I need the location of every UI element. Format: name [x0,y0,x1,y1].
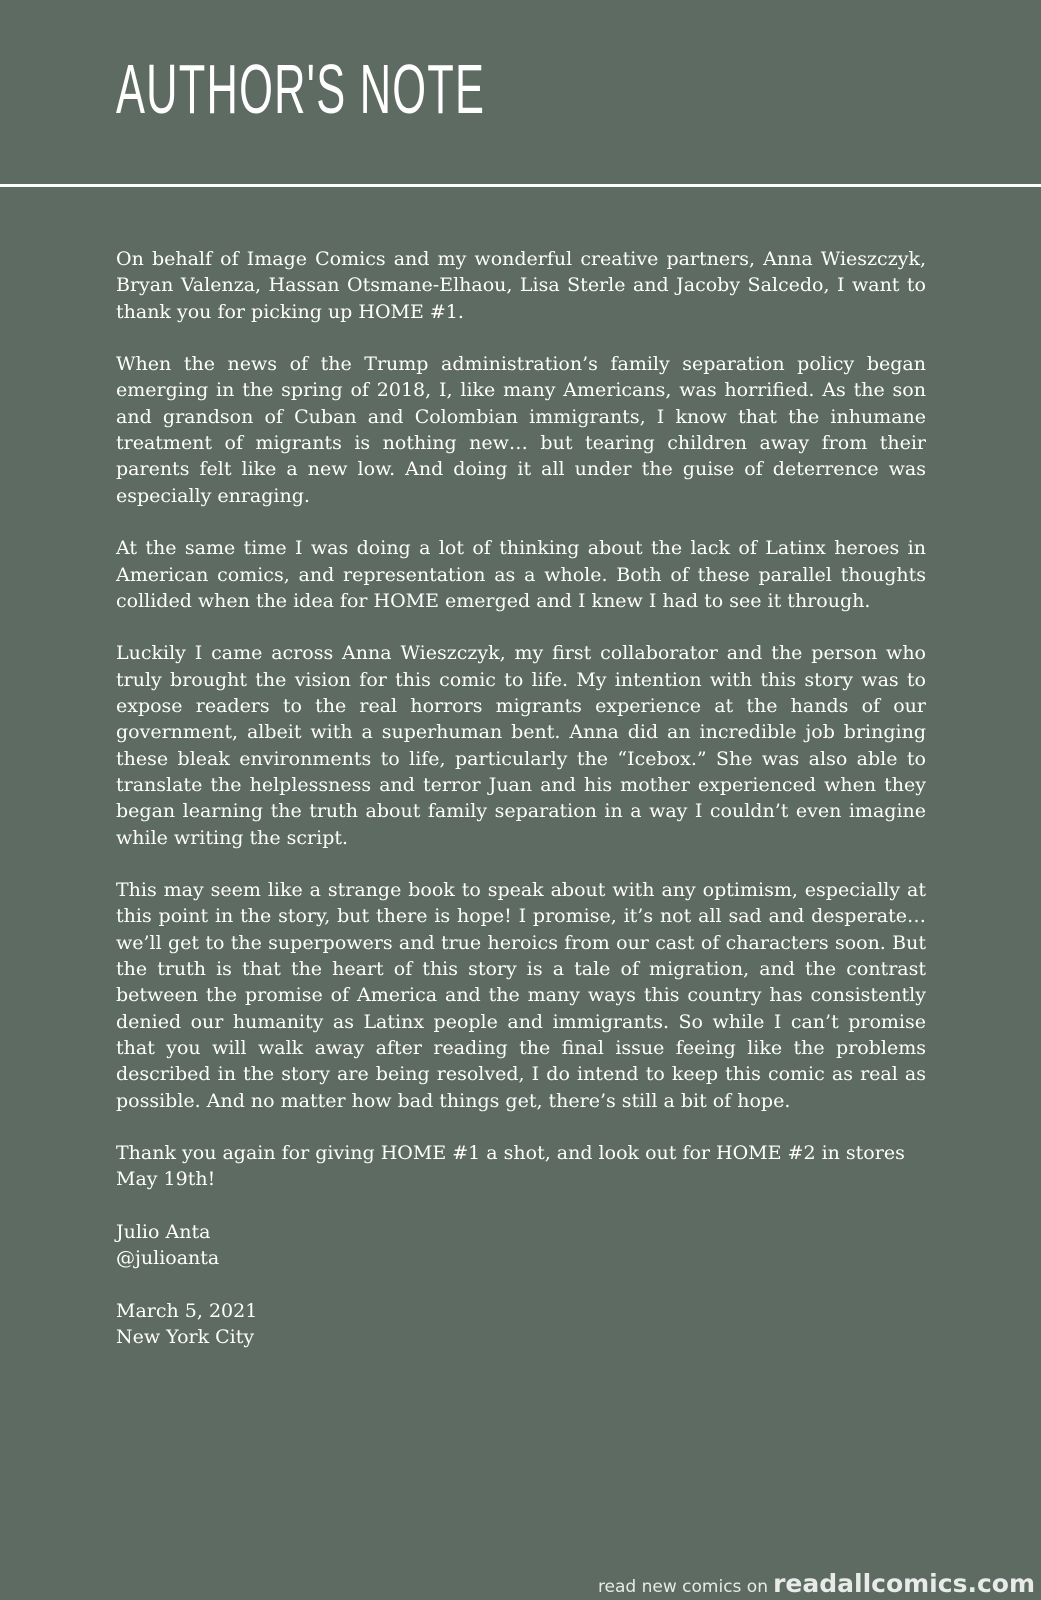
signature-block [116,1219,926,1272]
watermark-site[interactable]: readallcomics.com [773,1569,1035,1598]
note-body [116,246,926,1377]
dateline-block [116,1298,926,1351]
paragraph-4: Luckily I came across Anna Wieszczyk, my first collaborator and the person who truly brought the vision for this comic to life. My intention with this story was to expose readers to the real horrors migrants experience at the hands of our government, albeit with a superhuman bent. Anna did an incredible job bringing these bleak environments to life, particularly the “Icebox.” She was also able to translate the helplessness and terror Juan and his mother experienced when they began learning the truth about family separation in a way I couldn’t even imagine while writing the script. [116,642,926,849]
paragraph-5: This may seem like a strange book to speak about with any optimism, especially at this point in the story, but there is hope! I promise, it’s not all sad and desperate… we’ll get to the superpowers and true heroics from our cast of characters soon. But the truth is that the heart of this story is a tale of migration, and the contrast between the promise of America and the many ways this country has consistently denied our humanity as Latinx people and immigrants. So while I can’t promise that you will walk away after reading the final issue feeing like the problems described in the story are being resolved, I do intend to keep this comic as real as possible. And no matter how bad things get, there’s still a bit of hope. [116,879,926,1112]
paragraph-6: Thank you again for giving HOME #1 a shot, and look out for HOME #2 in stores May 19th! [116,1142,905,1191]
title-divider [0,184,1041,187]
note-date: March 5, 2021 [116,1299,258,1322]
paragraph-2: When the news of the Trump administration’s family separation policy began emerging in the spring of 2018, I, like many Americans, was horrified. As the son and grandson of Cuban and Colombian immigrants, I know that the inhumane treatment of migrants is nothing new… but tearing children away from their parents felt like a new low. And doing it all under the guise of deterrence was especially enraging. [116,353,926,507]
note-place: New York City [116,1326,255,1349]
paragraph-1: On behalf of Image Comics and my wonderful creative partners, Anna Wieszczyk, Bryan Valenza, Hassan Otsmane-Elhaou, Lisa Sterle and Jacoby Salcedo, I want to thank you for picking up HOME #1. [116,248,926,323]
site-watermark[interactable] [598,1569,1035,1598]
watermark-prefix: read new comics on [597,1577,768,1597]
author-name: Julio Anta [116,1220,211,1243]
author-handle[interactable]: @julioanta [116,1247,220,1270]
paragraph-3: At the same time I was doing a lot of thinking about the lack of Latinx heroes in American comics, and representation as a whole. Both of these parallel thoughts collided when the idea for HOME emerged and I knew I had to see it through. [116,537,926,612]
page-title: AUTHOR'S NOTE [116,50,486,128]
